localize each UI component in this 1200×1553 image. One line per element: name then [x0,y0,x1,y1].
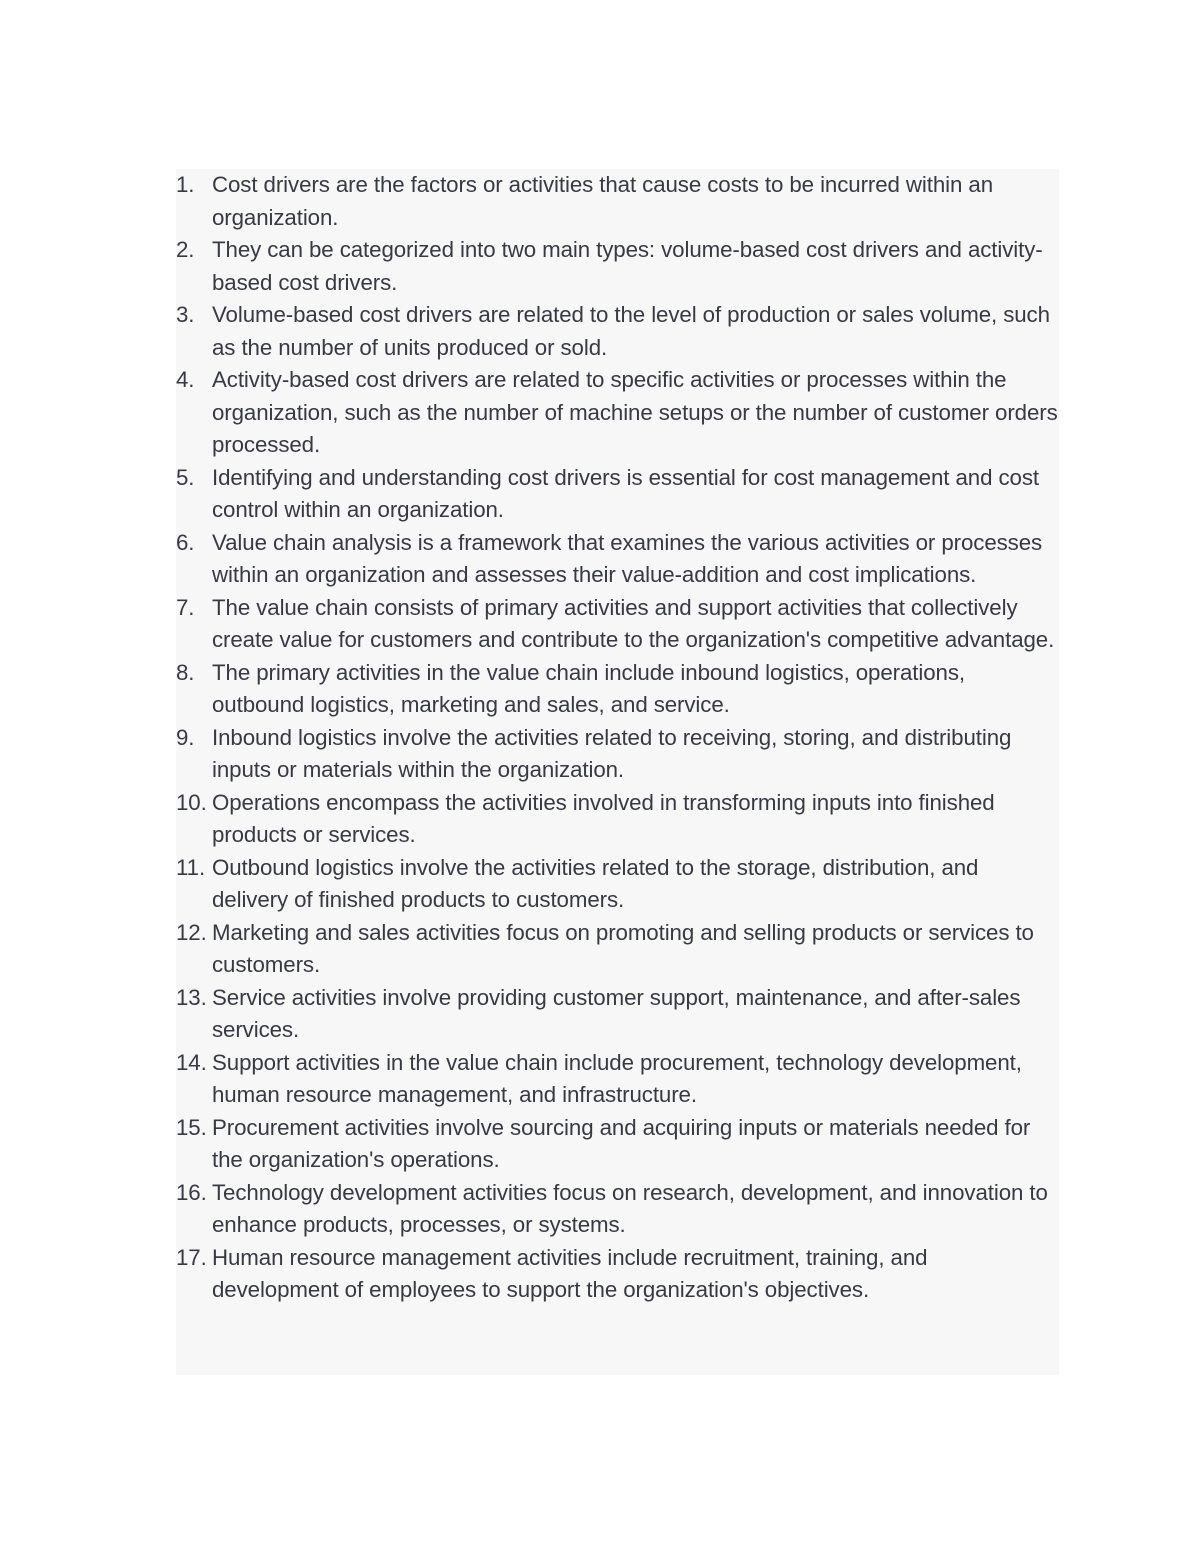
list-item-number: 5. [176,464,195,490]
list-item-number: 6. [176,529,195,555]
list-item-text: Service activities involve providing customer support, maintenance, and after-sales services. [212,984,1021,1042]
list-item-number: 8. [176,659,195,685]
list-item [176,657,1059,722]
list-item-text: Technology development activities focus on research, development, and innovation to enhance products, processes, or systems. [212,1179,1048,1237]
list-item [176,462,1059,527]
list-item-number: 14. [176,1049,207,1075]
list-item-number: 15. [176,1114,207,1140]
list-item-text: Operations encompass the activities involved in transforming inputs into finished products or services. [212,789,995,847]
list-item [176,1177,1059,1242]
list-item-text: Activity-based cost drivers are related to specific activities or processes within the organization, such as the number of machine setups or the number of customer orders processed. [212,367,1058,457]
list-item-number: 1. [176,172,195,197]
list-item [176,234,1059,299]
list-item-text: Volume-based cost drivers are related to the level of production or sales volume, such as the number of units produced or sold. [212,302,1050,360]
list-item-text: Procurement activities involve sourcing and acquiring inputs or materials needed for the organization's operations. [212,1114,1031,1172]
list-item-text: They can be categorized into two main types: volume-based cost drivers and activity-based cost drivers. [212,237,1043,295]
list-item-text: Cost drivers are the factors or activities that cause costs to be incurred within an organization. [212,172,994,230]
numbered-list-block [176,169,1059,1375]
list-item-number: 9. [176,724,195,750]
list-item [176,1112,1059,1177]
list-item [176,527,1059,592]
list-item [176,1047,1059,1112]
list-item-text: Outbound logistics involve the activities related to the storage, distribution, and delivery of finished products to customers. [212,854,979,912]
list-item-text: Inbound logistics involve the activities related to receiving, storing, and distributing inputs or materials within the organization. [212,724,1012,782]
list-item [176,917,1059,982]
list-item [176,852,1059,917]
list-item-number: 4. [176,367,195,392]
list-item-number: 3. [176,302,195,327]
list-item-text: The primary activities in the value chain include inbound logistics, operations, outbound logistics, marketing and sales, and service. [212,659,965,717]
list-item [176,1242,1059,1307]
list-item-number: 10. [176,789,207,815]
list-item [176,364,1059,462]
list-item-number: 13. [176,984,207,1010]
list-item [176,169,1059,234]
list-item-text: Marketing and sales activities focus on promoting and selling products or services to customers. [212,919,1034,977]
list-item [176,592,1059,657]
list-item-text: Support activities in the value chain include procurement, technology development, human resource management, and infrastructure. [212,1049,1022,1107]
list-item-number: 7. [176,594,195,620]
list-item-text: The value chain consists of primary activities and support activities that collectively create value for customers and contribute to the organization's competitive advantage. [212,594,1055,652]
list-item [176,299,1059,364]
list-item [176,722,1059,787]
list-item-number: 2. [176,237,195,262]
list-item [176,787,1059,852]
numbered-list [176,169,1059,1307]
list-item-number: 11. [176,854,206,880]
list-item-number: 12. [176,919,207,945]
list-item-number: 16. [176,1179,207,1205]
list-item-number: 17. [176,1244,207,1270]
list-item-text: Human resource management activities include recruitment, training, and development of employees to support the organization's objectives. [212,1244,928,1302]
list-item [176,982,1059,1047]
list-item-text: Identifying and understanding cost drivers is essential for cost management and cost control within an organization. [212,464,1039,522]
list-item-text: Value chain analysis is a framework that examines the various activities or processes within an organization and assesses their value-addition and cost implications. [212,529,1043,587]
